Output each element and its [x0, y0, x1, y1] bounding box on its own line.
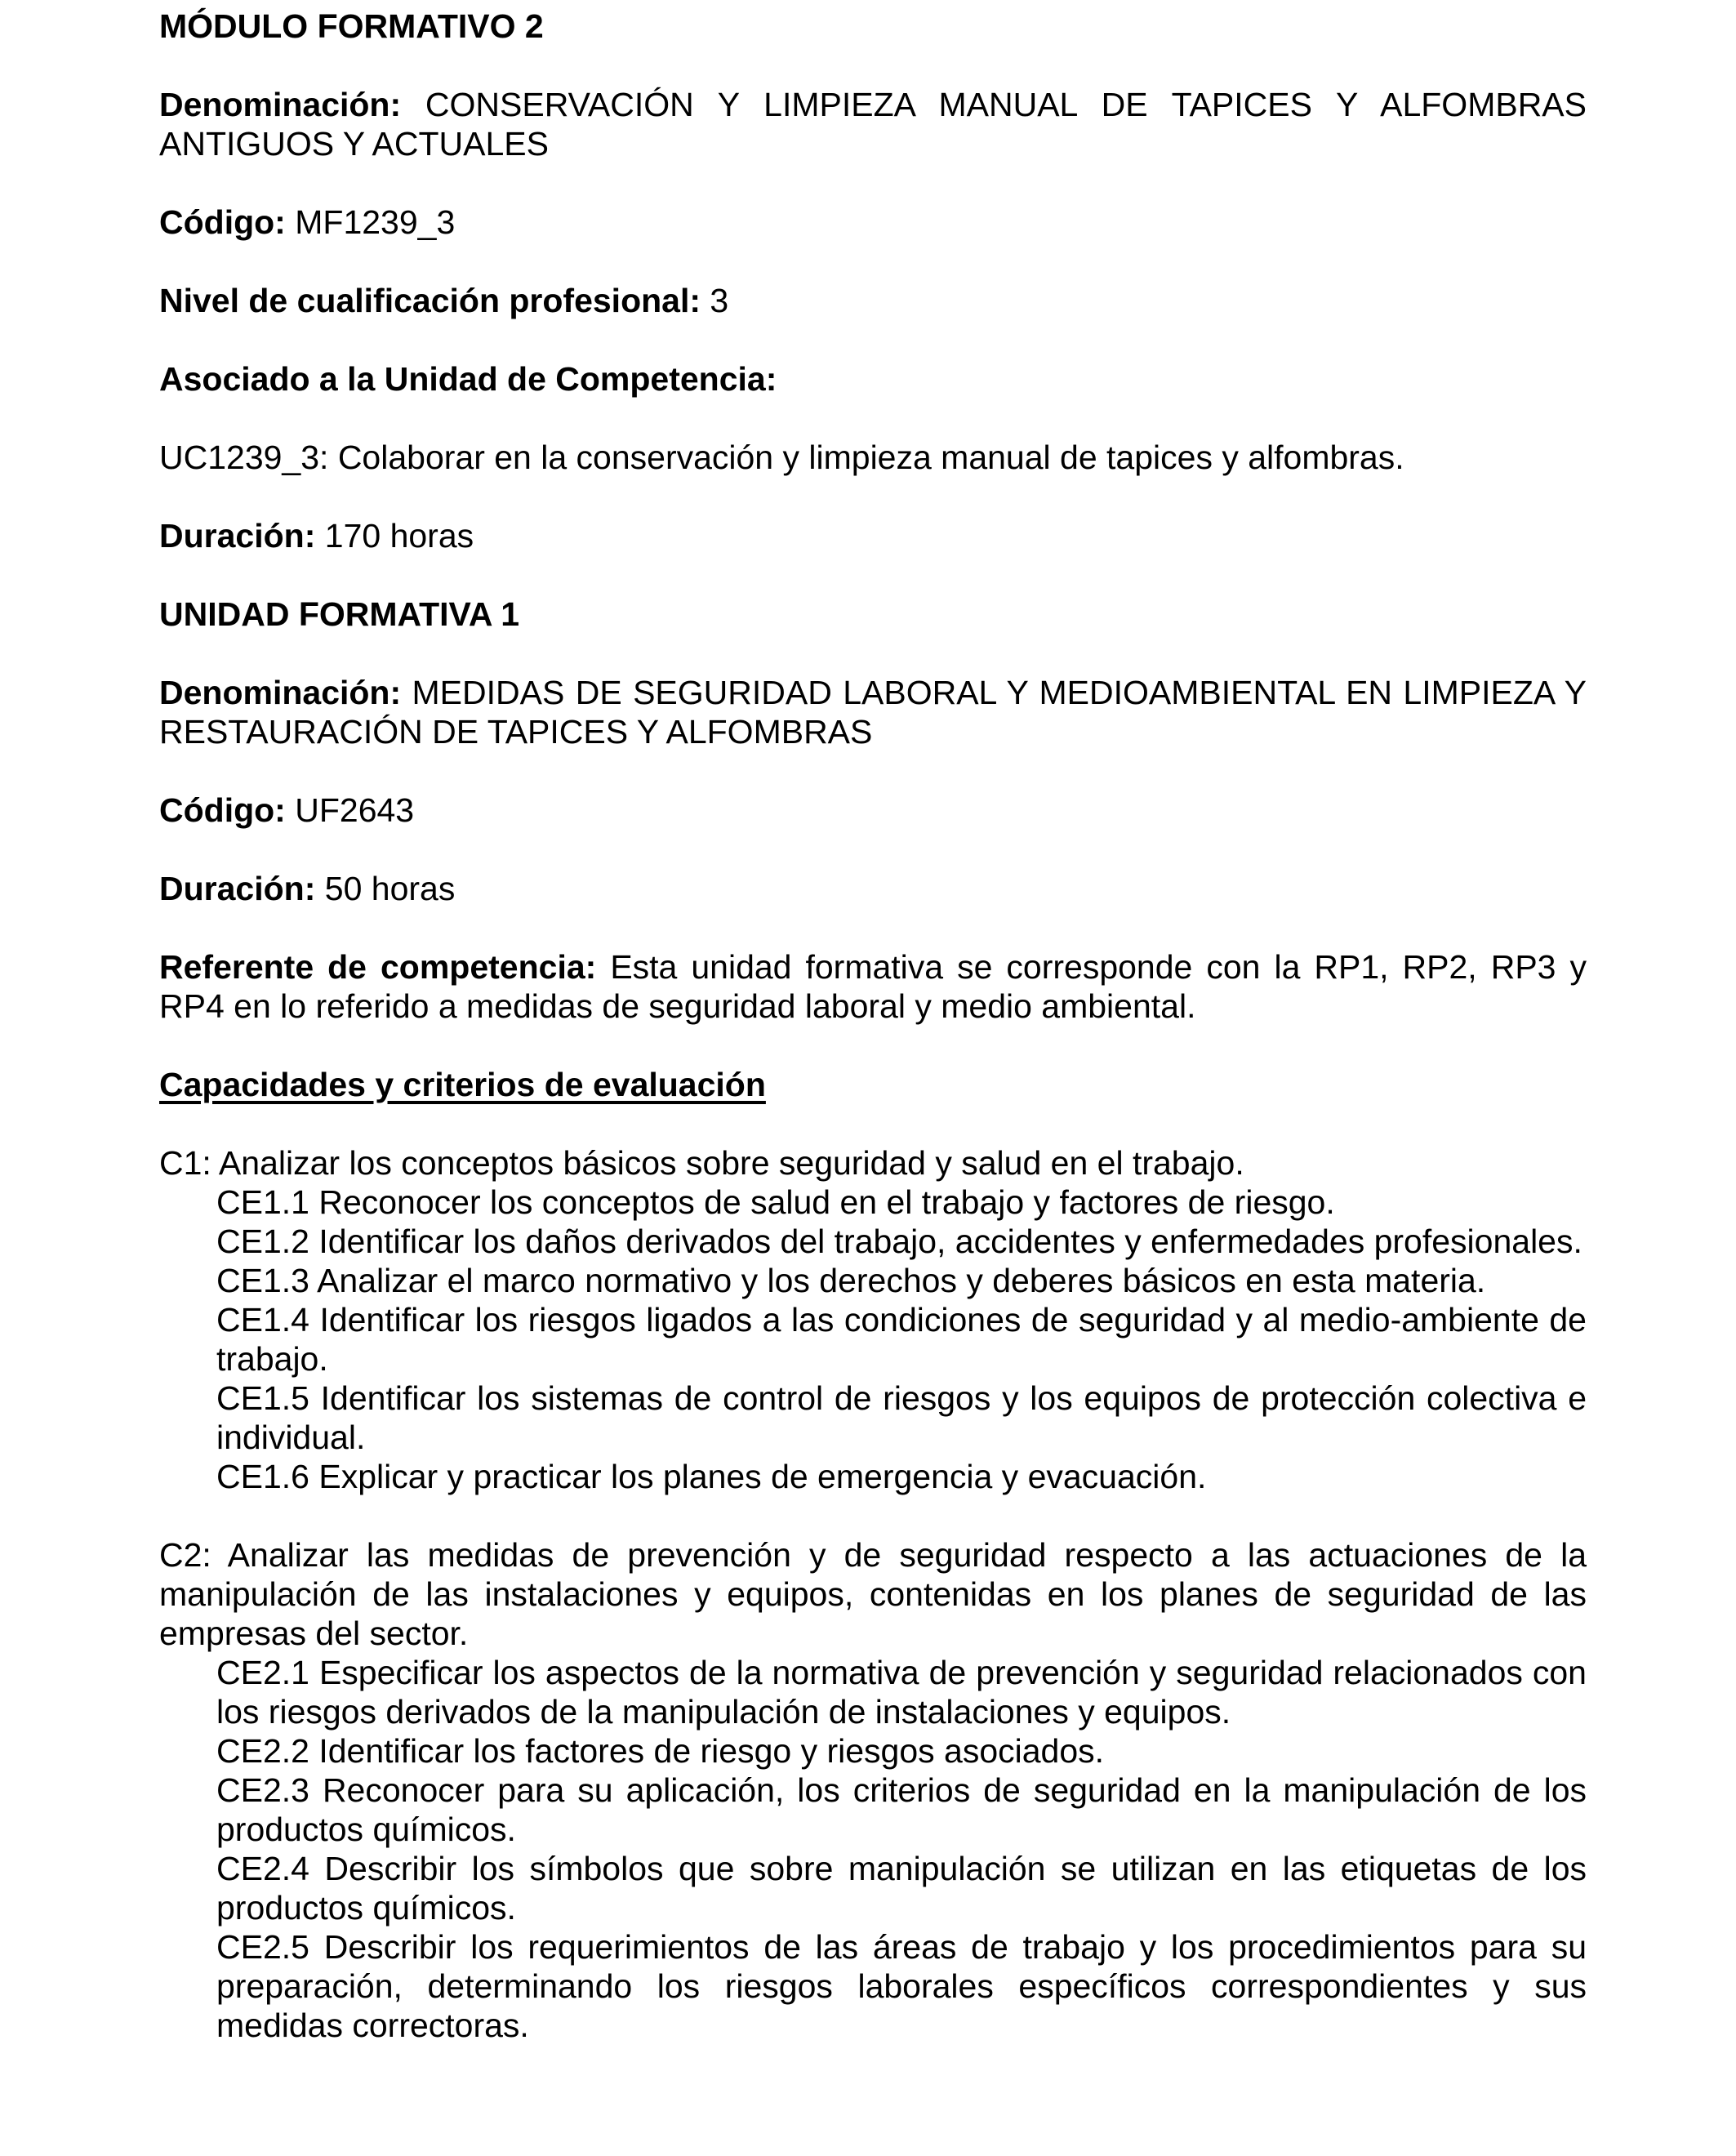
modulo-nivel [159, 281, 1587, 320]
value: CONSERVACIÓN Y LIMPIEZA MANUAL DE TAPICES Y ALFOMBRAS ANTIGUOS Y ACTUALES [159, 86, 1587, 163]
criterion-item: CE2.2 Identificar los factores de riesgo y riesgos asociados. [216, 1732, 1105, 1770]
label: Código: [159, 791, 286, 829]
criterion-item: CE1.1 Reconocer los conceptos de salud en el trabajo y factores de riesgo. [216, 1183, 1335, 1221]
capacidades-heading: Capacidades y criterios de evaluación [159, 1066, 766, 1103]
unidad-title: UNIDAD FORMATIVA 1 [159, 595, 520, 633]
modulo-title: MÓDULO FORMATIVO 2 [159, 7, 544, 45]
criterion-item: CE1.2 Identificar los daños derivados del trabajo, accidentes y enfermedades profesionales. [216, 1223, 1582, 1260]
criterion-item: CE1.4 Identificar los riesgos ligados a las condiciones de seguridad y al medio-ambiente de trabajo. [216, 1301, 1587, 1378]
modulo-asociado [159, 359, 1587, 399]
capacidad-c1 [159, 1143, 1587, 1496]
value: MF1239_3 [295, 203, 456, 241]
modulo-denominacion [159, 85, 1587, 163]
modulo-codigo [159, 203, 1587, 242]
label: Denominación: [159, 674, 402, 711]
criterion-item: CE1.3 Analizar el marco normativo y los derechos y deberes básicos en esta materia. [216, 1262, 1486, 1299]
capacidad-c2 [159, 1535, 1587, 2045]
label: Nivel de cualificación profesional: [159, 282, 701, 319]
label: Denominación: [159, 86, 402, 123]
value: 50 horas [324, 870, 456, 907]
criterion-item: CE2.1 Especificar los aspectos de la normativa de prevención y seguridad relacionados con los riesgos derivados de la manipulación de instalaciones y equipos. [216, 1654, 1587, 1731]
label: Duración: [159, 870, 316, 907]
modulo-duracion [159, 516, 1587, 555]
criterion-item: CE1.6 Explicar y practicar los planes de emergencia y evacuación. [216, 1458, 1207, 1495]
criterion-item: CE2.3 Reconocer para su aplicación, los criterios de seguridad en la manipulación de los productos químicos. [216, 1771, 1587, 1848]
unidad-codigo [159, 791, 1587, 830]
criterion-item: CE2.4 Describir los símbolos que sobre manipulación se utilizan en las etiquetas de los productos químicos. [216, 1850, 1587, 1927]
unidad-duracion [159, 869, 1587, 908]
value: MEDIDAS DE SEGURIDAD LABORAL Y MEDIOAMBIENTAL EN LIMPIEZA Y RESTAURACIÓN DE TAPICES Y ALFOMBRAS [159, 674, 1587, 751]
value: 3 [710, 282, 729, 319]
uc-text: UC1239_3: Colaborar en la conservación y limpieza manual de tapices y alfombras. [159, 439, 1404, 476]
label: Código: [159, 203, 286, 241]
unidad-referente [159, 947, 1587, 1026]
criterion-item: CE1.5 Identificar los sistemas de control de riesgos y los equipos de protección colectiva e individual. [216, 1379, 1587, 1456]
label: Duración: [159, 517, 316, 555]
document-page [159, 0, 1587, 2084]
c1-criteria-list [159, 1183, 1587, 1496]
label: Referente de competencia: [159, 948, 597, 986]
value: Esta unidad formativa se corresponde con la RP1, RP2, RP3 y RP4 en lo referido a medidas de seguridad laboral y medio ambiental. [159, 948, 1587, 1025]
value: UF2643 [295, 791, 415, 829]
unidad-denominacion [159, 673, 1587, 751]
c2-title: C2: Analizar las medidas de prevención y de seguridad respecto a las actuaciones de la manipulación de las instalaciones y equipos, contenidas en los planes de seguridad de las empresas del sector. [159, 1536, 1587, 1652]
label: Asociado a la Unidad de Competencia: [159, 360, 777, 398]
criterion-item: CE2.5 Describir los requerimientos de las áreas de trabajo y los procedimientos para su preparación, determinando los riesgos laborales específicos correspondientes y sus medidas correctoras. [216, 1928, 1587, 2044]
value: 170 horas [324, 517, 474, 555]
c2-criteria-list [159, 1653, 1587, 2045]
c1-title: C1: Analizar los conceptos básicos sobre seguridad y salud en el trabajo. [159, 1144, 1244, 1182]
